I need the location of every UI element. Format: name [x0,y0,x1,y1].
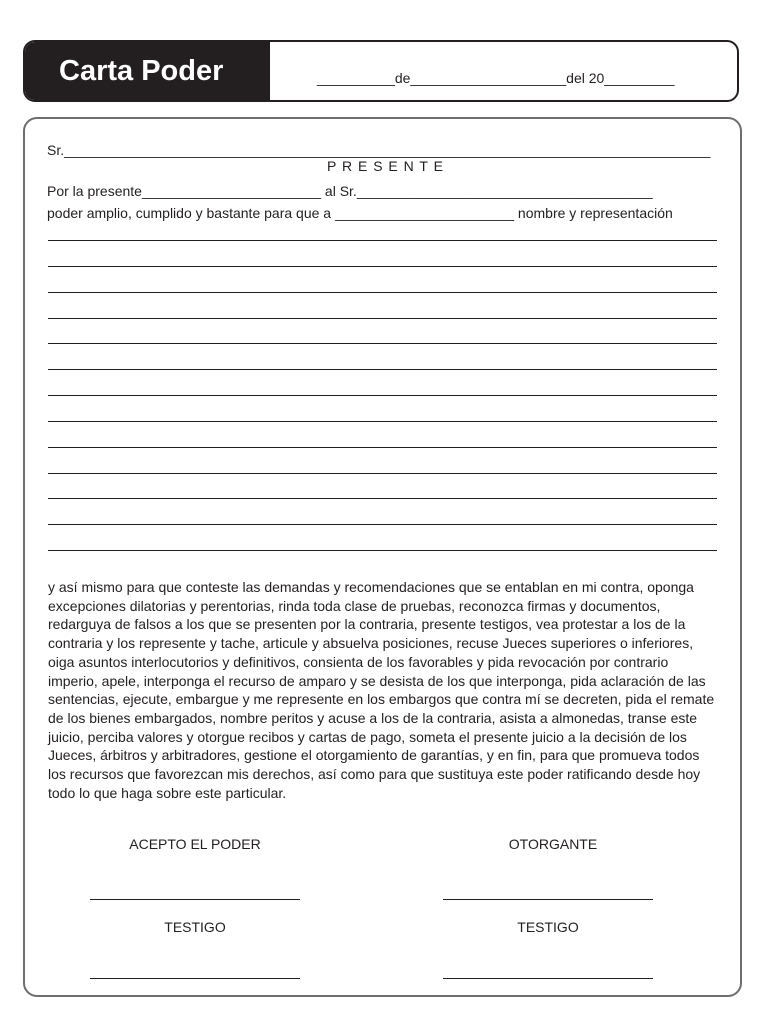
powers-paragraph: y así mismo para que conteste las demandas y recomendaciones que se entablan en mi contra, oponga excepciones dilatorias y perentorias, rinda toda clase de pruebas, reconozca firmas y documentos, redarguya de falsos a los que se presenten por la contraria, presente testigos, vea protestar a los de la contraria y los represente y tache, articule y absuelva posiciones, recuse Jueces superiores o inferiores, oiga asuntos interlocutorios y definitivos, consienta de los favorables y pida revocación por contrario imperio, apele, interponga el recurso de amparo y se desista de los que interponga, pida aclaración de las sentencias, ejecute, embargue y me represente en los embargos que contra mí se decreten, pida el remate de los bienes embargados, nombre peritos y acuse a los de la contraria, asista a almonedas, transe este juicio, perciba valores y otorgue recibos y cartas de pago, someta el presente juicio a la decisión de los Jueces, árbitros y arbitradores, gestione el otorgamiento de garantías, y en fin, para que promueva todos los recursos que favorezcan mis derechos, así como para que sustituya este poder ratificando desde hoy todo lo que haga sobre este particular. [48,579,715,801]
blank-line-7 [48,395,717,396]
testigo-right-signature-line [443,978,653,979]
form-frame [23,117,742,997]
document-title: Carta Poder [25,42,270,100]
blank-line-13 [48,550,717,551]
por-la-presente-line: Por la presente_______________________ al Sr.______________________________________ [47,183,653,199]
blank-line-8 [48,421,717,422]
acepto-signature-line [90,899,300,900]
blank-line-6 [48,369,717,370]
testigo-left-signature-line [90,978,300,979]
blank-line-11 [48,498,717,499]
acepto-el-poder-label: ACEPTO EL PODER [129,836,261,852]
blank-line-12 [48,524,717,525]
blank-line-1 [48,240,717,241]
date-field-line: __________de____________________del 20_________ [317,70,675,86]
blank-line-5 [48,343,717,344]
presente-heading: P R E S E N T E [327,158,444,174]
testigo-right-label: TESTIGO [517,919,579,935]
poder-amplio-line: poder amplio, cumplido y bastante para que a _______________________ nombre y representación [47,205,673,221]
testigo-left-label: TESTIGO [164,919,226,935]
blank-line-10 [48,473,717,474]
blank-line-3 [48,292,717,293]
otorgante-label: OTORGANTE [508,836,598,852]
blank-line-9 [48,447,717,448]
document-header [23,40,739,102]
sr-line: Sr.___________________________________________________________________________________ [47,142,711,158]
otorgante-signature-line [443,899,653,900]
blank-line-4 [48,318,717,319]
blank-line-2 [48,266,717,267]
